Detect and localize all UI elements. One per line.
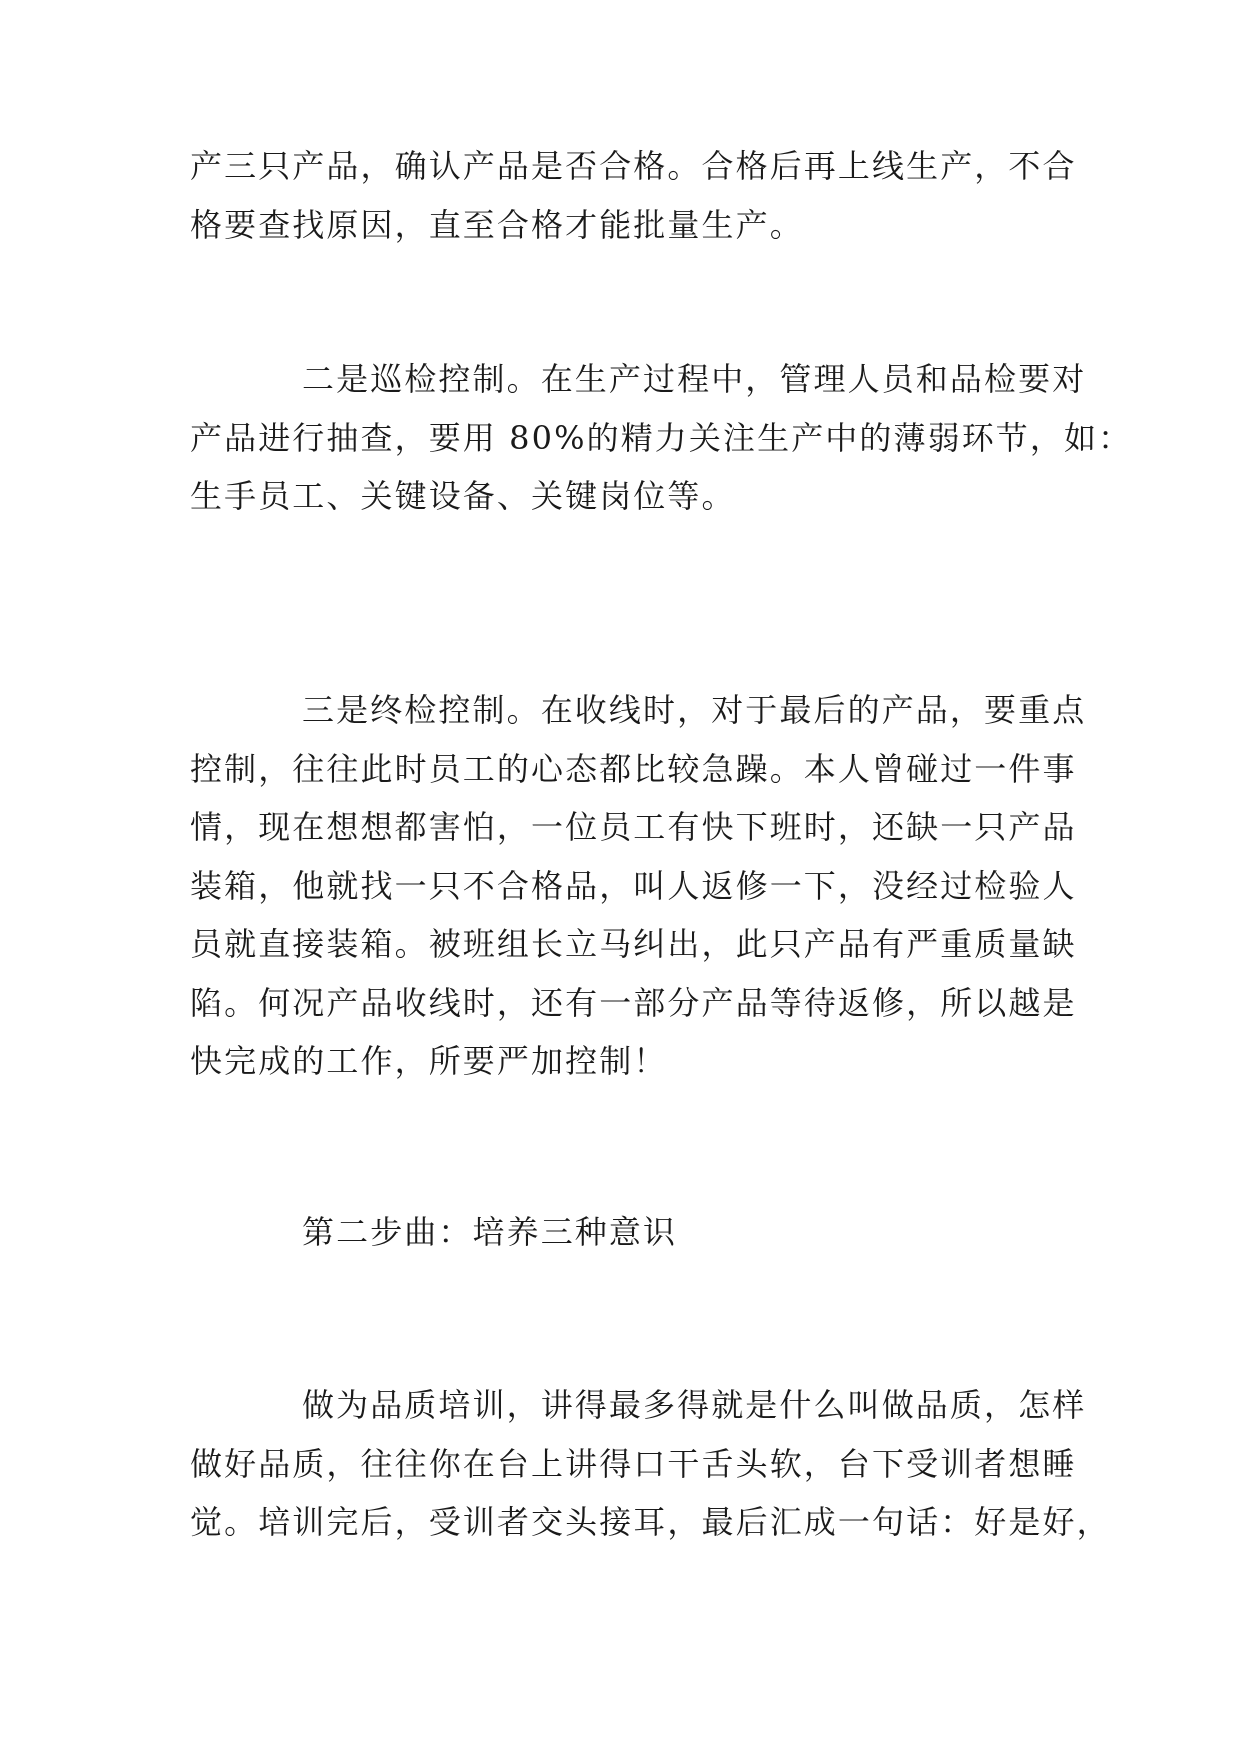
text-line: 控制，往往此时员工的心态都比较急躁。本人曾碰过一件事 <box>190 749 1077 788</box>
text-line: 装箱，他就找一只不合格品，叫人返修一下，没经过检验人 <box>190 866 1077 905</box>
paragraph-continuation <box>190 137 1077 254</box>
text-line: 觉。培训完后，受训者交头接耳，最后汇成一句话：好是好， <box>190 1503 1111 1541</box>
text-line: 产品进行抽查，要用 80%的精力关注生产中的薄弱环节，如： <box>190 418 1133 457</box>
text-line: 情，现在想想都害怕，一位员工有快下班时，还缺一只产品 <box>190 808 1077 846</box>
paragraph-quality-training <box>190 1376 1111 1552</box>
paragraph-patrol-inspection <box>190 350 1133 526</box>
text-line: 做好品质，往往你在台上讲得口干舌头软，台下受训者想睡 <box>190 1444 1077 1483</box>
text-line: 做为品质培训，讲得最多得就是什么叫做品质，怎样 <box>302 1386 1087 1424</box>
text-line: 生手员工、关键设备、关键岗位等。 <box>190 477 736 515</box>
text-line: 格要查找原因，直至合格才能批量生产。 <box>190 205 804 244</box>
text-line: 快完成的工作，所要严加控制！ <box>190 1042 668 1080</box>
section-heading <box>190 1203 1060 1262</box>
text-line: 二是巡检控制。在生产过程中，管理人员和品检要对 <box>302 360 1087 398</box>
text-line: 三是终检控制。在收线时，对于最后的产品，要重点 <box>302 691 1087 729</box>
text-line: 陷。何况产品收线时，还有一部分产品等待返修，所以越是 <box>190 983 1077 1022</box>
text-line: 产三只产品，确认产品是否合格。合格后再上线生产，不合 <box>190 147 1077 185</box>
text-line: 员就直接装箱。被班组长立马纠出，此只产品有严重质量缺 <box>190 925 1077 963</box>
heading-line: 第二步曲：培养三种意识 <box>302 1213 678 1251</box>
paragraph-final-inspection <box>190 681 1087 1091</box>
